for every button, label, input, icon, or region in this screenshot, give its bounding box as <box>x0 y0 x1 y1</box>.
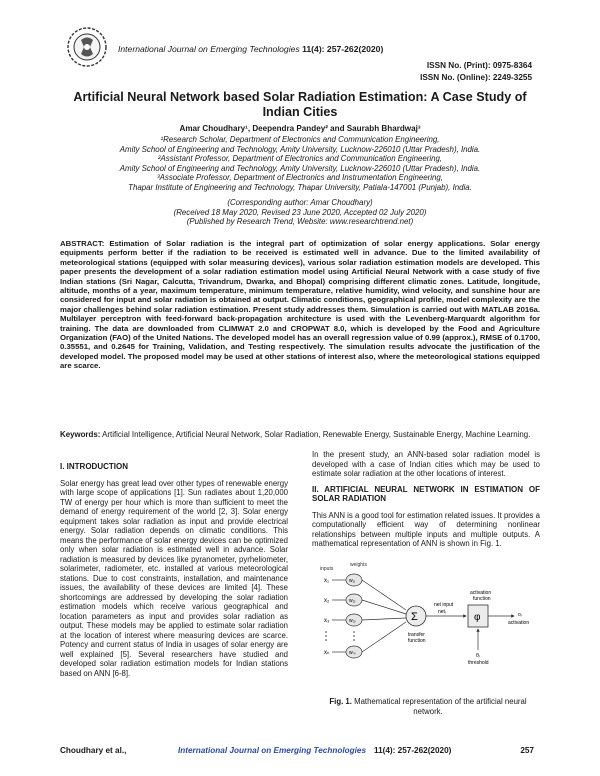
weight-label: w₃ⱼ <box>349 618 356 624</box>
ellipsis-dots <box>325 631 355 641</box>
affiliation-line: Thapar Institute of Engineering and Technology, Thapar University, Patiala-147001 (Punjab), India. <box>128 182 472 192</box>
weight-label: w₂ⱼ <box>349 598 356 604</box>
phi-symbol: φ <box>474 612 481 623</box>
keywords-text: Artificial Intelligence, Artificial Neural Network, Solar Radiation, Renewable Energy, Sustainable Energy, Machine Learning. <box>102 430 531 439</box>
weight-connector <box>362 618 406 620</box>
footer-journal: International Journal on Emerging Technologies <box>178 746 367 755</box>
inputs-label: inputs <box>320 566 334 572</box>
paper-title: Artificial Neural Network based Solar Radiation Estimation: A Case Study of Indian Cities <box>73 90 527 119</box>
affiliation-line: ³Associate Professor, Department of Electronics and Instrumentation Engineering, <box>157 173 443 183</box>
author-list: Amar Choudhary¹, Deependra Pandey² and Saurabh Bhardwaj³ <box>179 124 421 133</box>
output-activation-label: activation <box>508 620 530 626</box>
section-heading-ann: II. ARTIFICIAL NEURAL NETWORK IN ESTIMATION OF SOLAR RADIATION <box>312 484 540 503</box>
output-symbol: oⱼ <box>518 612 522 618</box>
page-number: 257 <box>520 746 534 755</box>
left-column <box>60 456 288 684</box>
section-heading-introduction: I. INTRODUCTION <box>60 462 128 471</box>
paragraph: In the present study, an ANN-based solar radiation model is developed with a case of Indian cities which may be used to estimate solar radiation at the other locations of interest. <box>312 450 540 478</box>
issn-print: ISSN No. (Print): 0975-8364 <box>426 61 532 70</box>
journal-name: International Journal on Emerging Technologies <box>118 44 300 54</box>
input-label: x₃ <box>324 618 330 624</box>
issn-online: ISSN No. (Online): 2249-3255 <box>420 73 532 82</box>
input-row <box>324 594 406 614</box>
transfer-label: function <box>408 638 426 644</box>
input-label: x₁ <box>324 578 330 584</box>
affiliation-line: ²Assistant Professor, Department of Electronics and Communication Engineering, <box>157 154 443 164</box>
input-row <box>324 614 406 626</box>
figure-number: Fig. 1. <box>329 697 352 706</box>
journal-header <box>118 44 383 54</box>
footer-authors: Choudhary et al., <box>60 746 127 755</box>
affiliations <box>50 135 550 193</box>
journal-logo-icon <box>66 26 108 68</box>
input-row <box>324 622 406 658</box>
weight-label: w₁ⱼ <box>349 578 356 584</box>
affiliation-line: ¹Research Scholar, Department of Electronics and Communication Engineering, <box>160 135 440 144</box>
corresponding-author: (Corresponding author: Amar Choudhary) <box>227 198 373 207</box>
net-input-label: net input <box>434 602 454 608</box>
threshold-label: threshold <box>468 660 489 666</box>
issn-block <box>420 60 532 84</box>
affiliation-line: Amity School of Engineering and Technology, Amity University, Lucknow-226010 (Uttar Pradesh), India. <box>119 163 481 173</box>
paragraph: Solar energy has great lead over other types of renewable energy with large scope of applications [1]. Sun radiates about 1,20,000 TW of energy per hour which is more than sufficient to meet the demand of energy requirement of the world [2, 3]. Solar energy equipment takes solar radiation as input and provide electrical energy. Solar radiation depends on climatic conditions. This means the performance of solar energy devices can be optimized only when solar radiation is estimated well in advance. Solar radiation is measured by devices like pyranometer, pyrheliometer, solarimeter, radiometer, etc. installed at various meteorological stations. Due to cost constraints, installation, and maintenance issues, the availability of these devices are limited [4]. These shortcomings are addressed by developing the solar radiation estimation models which receive various geographical and location parameters as input and provides solar radiation as output. These models may be applied to estimate solar radiation at the location of interest where measuring devices are scarce. Potency and current status of India in usages of solar energy are well explained [5]. Several researchers have studied and developed solar radiation estimation models for Indian stations based on ANN [6-8]. <box>60 478 288 678</box>
affiliation-line: Amity School of Engineering and Technology, Amity University, Lucknow-226010 (Uttar Pradesh), India. <box>119 144 481 154</box>
input-label: xₙ <box>324 650 330 656</box>
received-dates: (Received 18 May 2020, Revised 23 June 2020, Accepted 02 July 2020) <box>173 207 427 217</box>
keywords <box>60 430 540 440</box>
footer-volume: 11(4): 257-262(2020) <box>374 746 452 755</box>
right-column <box>312 450 540 555</box>
ann-diagram <box>318 560 538 690</box>
activation-function-label: activation <box>470 590 492 596</box>
input-label: x₂ <box>324 598 330 604</box>
transfer-label: transfer <box>408 632 425 638</box>
input-row <box>324 574 406 610</box>
activation-function-label: function <box>473 596 491 602</box>
weight-connector <box>362 580 406 610</box>
theta-symbol: θⱼ <box>476 653 480 659</box>
figure-caption <box>318 697 538 716</box>
keywords-label: Keywords: <box>60 430 101 439</box>
correspondence-block <box>60 198 540 227</box>
paragraph: This ANN is a good tool for estimation related issues. It provides a computationally efficient way of determining nonlinear relationships between multiple inputs and multiple outputs. A mathematical representation of ANN is shown in Fig. 1. <box>312 510 540 548</box>
figure-caption-text: Mathematical representation of the artificial neural network. <box>354 697 527 716</box>
net-input-symbol: netⱼ <box>438 609 446 615</box>
weight-connector <box>362 600 406 614</box>
sum-symbol: Σ <box>411 611 418 623</box>
journal-volume: 11(4): 257-262(2020) <box>302 44 384 54</box>
publisher-info: (Published by Research Trend, Website: www.researchtrend.net) <box>186 217 414 227</box>
abstract: ABSTRACT: Estimation of Solar radiation is the integral part of optimization of solar energy applications. Solar energy equipments perform better if the radiation to be received is estimated well in advance. Due to the limited availability of meteorological stations (equipped with solar measuring devices), various solar radiation estimation models are developed. This paper presents the development of a solar radiation estimation model using Artificial Neural Network with a case study of five Indian stations (Sri Nagar, Calcutta, Trivandrum, Dwarka, and Bhopal) comprising different climatic zones. Latitude, longitude, altitude, months of a year, maximum temperature, minimum temperature, relative humidity, wind velocity, and sunshine hour are considered for input and solar radiation is obtained at output. Climatic conditions, geographical profile, model complexity are the major challenges behind solar radiation estimation. Present study addresses them. Simulation is carried out with MATLAB 2016a. Multilayer perceptron with feed-forward back-propagation architecture is used with the Levenberg-Marquardt algorithm for training. The data are downloaded from CLIMWAT 2.0 and CROPWAT 8.0, which is developed by the Food and Agriculture Organization (FAO) of the United Nations. The developed model has an overall regression value of 0.99 (approx.), RMSE of 0.1700, 0.35551, and 0.2645 for Training, Validation, and Testing respectively. The simulation results advocate the justification of the developed model. The proposed model may be used at other stations of interest also, where the meteorological stations equipped are scarce. <box>60 239 540 371</box>
weight-connector <box>362 622 406 652</box>
weights-label: weights <box>350 562 367 568</box>
weight-label: wₙⱼ <box>349 650 356 656</box>
